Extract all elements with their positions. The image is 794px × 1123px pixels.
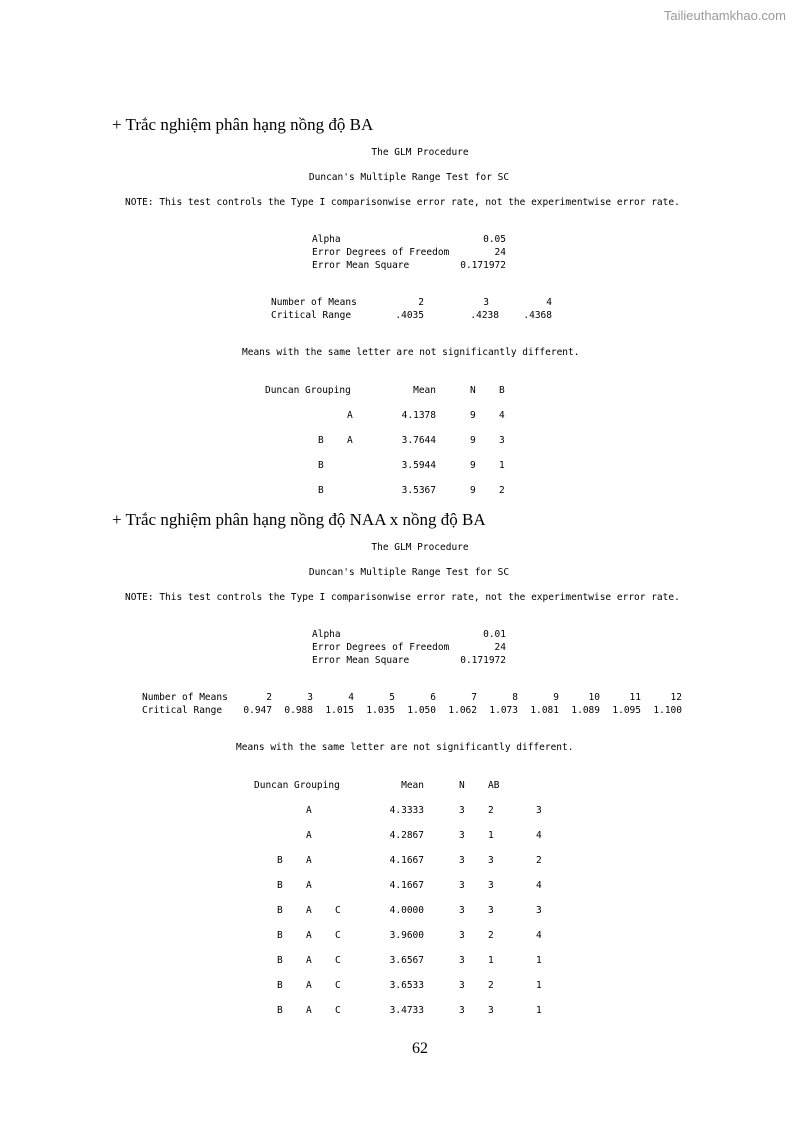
grouping-letter: A	[306, 930, 312, 941]
grouping-letter: B	[277, 855, 283, 866]
stat-value-alpha: 0.01	[483, 629, 506, 640]
ranges-critical-cell: .4368	[523, 310, 552, 321]
grouping-letter: A	[306, 830, 312, 841]
mean-value: 3.9600	[389, 930, 424, 941]
factor-a-value: 3	[488, 855, 494, 866]
ranges-means-cell: 5	[389, 692, 395, 703]
ranges-means-cell: 10	[588, 692, 600, 703]
factor-a-value: 2	[488, 980, 494, 991]
n-value: 3	[459, 880, 465, 891]
ranges-critical-cell: .4238	[470, 310, 499, 321]
page-number: 62	[412, 1040, 428, 1057]
mean-value: 3.7644	[401, 435, 436, 446]
note-text: NOTE: This test controls the Type I comparisonwise error rate, not the experimentwise error rate.	[125, 592, 680, 603]
grouping-letter: A	[347, 410, 353, 421]
mean-value: 4.3333	[389, 805, 424, 816]
grouping-letter: C	[335, 980, 341, 991]
grouping-letter: A	[306, 880, 312, 891]
column-header-grouping: Duncan Grouping	[265, 385, 351, 396]
factor-a-value: 2	[488, 930, 494, 941]
grouping-letter: C	[335, 955, 341, 966]
n-value: 9	[470, 435, 476, 446]
mean-value: 3.6567	[389, 955, 424, 966]
ranges-critical-cell: 1.050	[407, 705, 436, 716]
ranges-label-means: Number of Means	[142, 692, 228, 703]
ranges-critical-cell: 1.062	[448, 705, 477, 716]
n-value: 3	[459, 805, 465, 816]
n-value: 9	[470, 460, 476, 471]
section-heading: + Trắc nghiệm phân hạng nồng độ BA	[112, 115, 374, 134]
factor-a-value: 3	[488, 880, 494, 891]
ranges-means-cell: 2	[418, 297, 424, 308]
grouping-letter: B	[277, 980, 283, 991]
procedure-title: The GLM Procedure	[371, 147, 469, 158]
watermark: Tailieuthamkhao.com	[663, 8, 786, 23]
column-header-mean: Mean	[401, 780, 424, 791]
mean-value: 4.0000	[389, 905, 424, 916]
n-value: 3	[459, 955, 465, 966]
column-header-grouping: Duncan Grouping	[254, 780, 340, 791]
n-value: 3	[459, 855, 465, 866]
ranges-critical-cell: 1.095	[612, 705, 641, 716]
ranges-means-cell: 3	[307, 692, 313, 703]
column-header-mean: Mean	[413, 385, 436, 396]
ranges-critical-cell: 0.988	[284, 705, 313, 716]
grouping-letter: C	[335, 930, 341, 941]
ranges-means-cell: 3	[483, 297, 489, 308]
ranges-critical-cell: 0.947	[243, 705, 272, 716]
grouping-letter: A	[306, 980, 312, 991]
column-header-n: N	[470, 385, 476, 396]
grouping-letter: B	[318, 435, 324, 446]
grouping-letter: B	[277, 1005, 283, 1016]
stat-label-alpha: Alpha	[312, 629, 341, 640]
grouping-letter: B	[277, 880, 283, 891]
factor-value: 1	[499, 460, 505, 471]
grouping-letter: B	[277, 955, 283, 966]
n-value: 3	[459, 930, 465, 941]
mean-value: 3.6533	[389, 980, 424, 991]
grouping-letter: A	[306, 955, 312, 966]
factor-b-value: 3	[536, 805, 542, 816]
n-value: 9	[470, 485, 476, 496]
column-header-factor: B	[499, 385, 505, 396]
factor-b-value: 1	[536, 1005, 542, 1016]
means-note: Means with the same letter are not significantly different.	[242, 347, 580, 358]
mean-value: 3.4733	[389, 1005, 424, 1016]
ranges-label-means: Number of Means	[271, 297, 357, 308]
ranges-critical-cell: 1.100	[653, 705, 682, 716]
factor-b-value: 4	[536, 930, 542, 941]
section-heading: + Trắc nghiệm phân hạng nồng độ NAA x nồng độ BA	[112, 510, 486, 529]
procedure-title: The GLM Procedure	[371, 542, 469, 553]
grouping-letter: A	[306, 905, 312, 916]
ranges-critical-cell: 1.035	[366, 705, 395, 716]
factor-b-value: 1	[536, 980, 542, 991]
means-note: Means with the same letter are not significantly different.	[236, 742, 574, 753]
n-value: 3	[459, 905, 465, 916]
stat-value-alpha: 0.05	[483, 234, 506, 245]
grouping-letter: C	[335, 1005, 341, 1016]
stat-value-df: 24	[494, 642, 506, 653]
mean-value: 4.1378	[401, 410, 436, 421]
ranges-critical-cell: 1.081	[530, 705, 559, 716]
stat-label-df: Error Degrees of Freedom	[312, 247, 450, 258]
n-value: 3	[459, 980, 465, 991]
mean-value: 3.5944	[401, 460, 436, 471]
mean-value: 4.1667	[389, 880, 424, 891]
mean-value: 4.2867	[389, 830, 424, 841]
n-value: 9	[470, 410, 476, 421]
ranges-critical-cell: 1.073	[489, 705, 518, 716]
factor-value: 2	[499, 485, 505, 496]
grouping-letter: C	[335, 905, 341, 916]
grouping-letter: B	[277, 905, 283, 916]
factor-b-value: 3	[536, 905, 542, 916]
ranges-means-cell: 4	[348, 692, 354, 703]
ranges-label-critical: Critical Range	[142, 705, 223, 716]
ranges-means-cell: 8	[512, 692, 518, 703]
factor-a-value: 3	[488, 905, 494, 916]
factor-value: 4	[499, 410, 505, 421]
stat-label-mse: Error Mean Square	[312, 260, 410, 271]
ranges-critical-cell: .4035	[395, 310, 424, 321]
stat-label-mse: Error Mean Square	[312, 655, 410, 666]
factor-value: 3	[499, 435, 505, 446]
mean-value: 4.1667	[389, 855, 424, 866]
grouping-letter: B	[318, 460, 324, 471]
factor-b-value: 4	[536, 880, 542, 891]
factor-a-value: 3	[488, 1005, 494, 1016]
ranges-means-cell: 9	[553, 692, 559, 703]
test-title: Duncan's Multiple Range Test for SC	[308, 567, 510, 578]
ranges-means-cell: 4	[546, 297, 552, 308]
ranges-critical-cell: 1.089	[571, 705, 600, 716]
factor-b-value: 2	[536, 855, 542, 866]
ranges-critical-cell: 1.015	[325, 705, 354, 716]
ranges-means-cell: 6	[430, 692, 436, 703]
factor-a-value: 1	[488, 955, 494, 966]
mean-value: 3.5367	[401, 485, 436, 496]
grouping-letter: A	[306, 855, 312, 866]
factor-b-value: 1	[536, 955, 542, 966]
factor-a-value: 1	[488, 830, 494, 841]
factor-b-value: 4	[536, 830, 542, 841]
ranges-label-critical: Critical Range	[271, 310, 352, 321]
test-title: Duncan's Multiple Range Test for SC	[308, 172, 510, 183]
grouping-letter: B	[277, 930, 283, 941]
n-value: 3	[459, 830, 465, 841]
stat-value-mse: 0.171972	[460, 260, 506, 271]
grouping-letter: B	[318, 485, 324, 496]
n-value: 3	[459, 1005, 465, 1016]
column-header-n: N	[459, 780, 465, 791]
ranges-means-cell: 11	[629, 692, 641, 703]
grouping-letter: A	[347, 435, 353, 446]
grouping-letter: A	[306, 805, 312, 816]
ranges-means-cell: 2	[266, 692, 272, 703]
note-text: NOTE: This test controls the Type I comparisonwise error rate, not the experimentwise error rate.	[125, 197, 680, 208]
stat-value-df: 24	[494, 247, 506, 258]
grouping-letter: A	[306, 1005, 312, 1016]
ranges-means-cell: 7	[471, 692, 477, 703]
stat-label-alpha: Alpha	[312, 234, 341, 245]
factor-a-value: 2	[488, 805, 494, 816]
stat-label-df: Error Degrees of Freedom	[312, 642, 450, 653]
column-header-factor: AB	[488, 780, 500, 791]
stat-value-mse: 0.171972	[460, 655, 506, 666]
ranges-means-cell: 12	[670, 692, 682, 703]
